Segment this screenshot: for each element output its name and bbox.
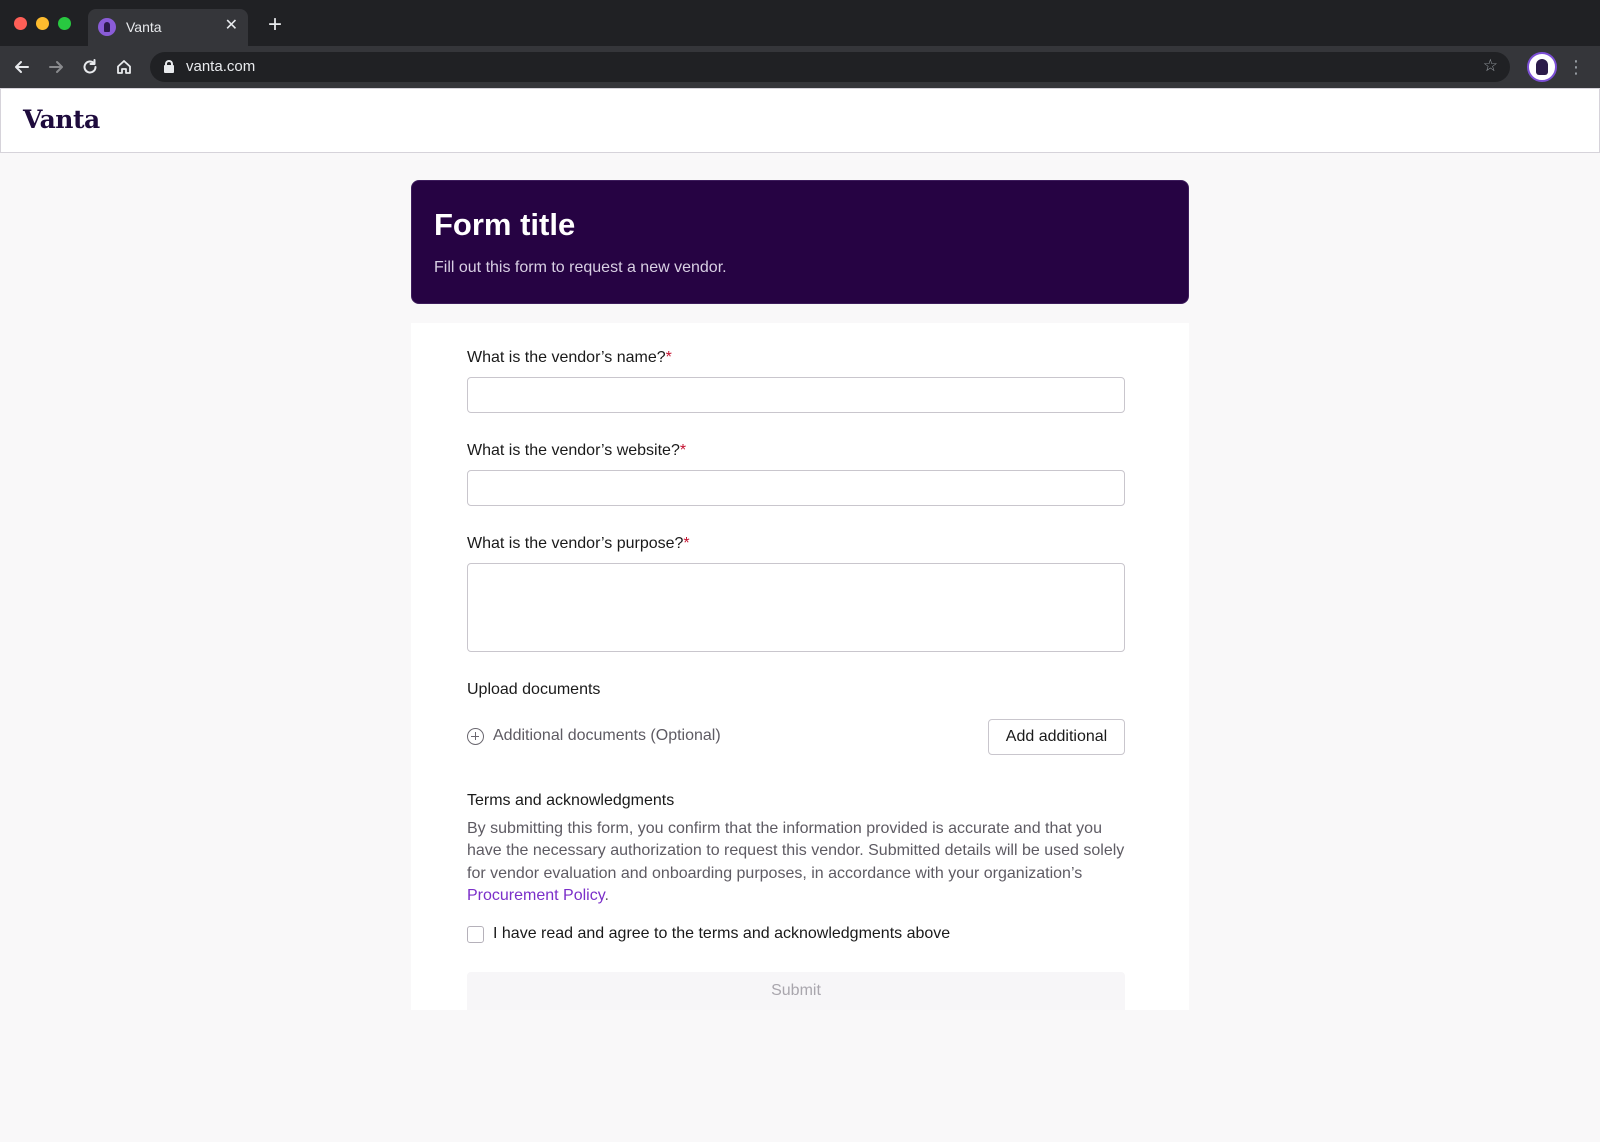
minimize-window-button[interactable] [36, 17, 49, 30]
vendor-purpose-label: What is the vendor’s purpose?* [467, 535, 690, 552]
url-text[interactable]: vanta.com [186, 58, 256, 75]
arrow-left-icon [13, 58, 31, 76]
submit-button[interactable]: Submit [467, 972, 1125, 1010]
maximize-window-button[interactable] [58, 17, 71, 30]
home-icon [115, 58, 133, 76]
required-mark: * [679, 442, 687, 459]
required-mark: * [683, 535, 690, 552]
form-body [411, 323, 1189, 1010]
form-subtitle: Fill out this form to request a new vendor. [434, 259, 727, 276]
terms-text: By submitting this form, you confirm that the information provided is accurate and that you have the necessary authorization to request this vendor. Submitted details will be used solely for vendor evaluation and onboarding purposes, in accordance with your organization’s Procurement Policy. [467, 820, 1125, 904]
tab-close-icon[interactable]: ✕ [224, 17, 238, 34]
browser-chrome [0, 0, 1600, 88]
vendor-name-input[interactable] [467, 377, 1125, 413]
browser-toolbar [0, 46, 1600, 88]
additional-documents-label: Additional documents (Optional) [493, 727, 721, 744]
terms-checkbox[interactable] [467, 926, 484, 943]
profile-avatar[interactable] [1527, 52, 1557, 82]
vanta-favicon-icon [98, 18, 116, 36]
form-title: Form title [434, 207, 576, 242]
vendor-name-label: What is the vendor’s name?* [467, 349, 672, 366]
required-mark: * [665, 349, 672, 366]
form-header-card [411, 180, 1189, 304]
tab-bar [0, 0, 1600, 46]
forward-button[interactable] [44, 55, 68, 79]
vendor-website-label: What is the vendor’s website?* [467, 442, 687, 459]
add-additional-button[interactable]: Add additional [988, 719, 1125, 755]
address-bar[interactable] [150, 52, 1510, 82]
arrow-right-icon [47, 58, 65, 76]
tab-title: Vanta [126, 19, 162, 35]
add-circle-icon[interactable] [467, 728, 484, 745]
home-button[interactable] [112, 55, 136, 79]
close-window-button[interactable] [14, 17, 27, 30]
reload-button[interactable] [78, 55, 102, 79]
upload-documents-label: Upload documents [467, 681, 601, 698]
browser-tab[interactable] [88, 9, 248, 46]
new-tab-button[interactable]: + [268, 11, 283, 38]
back-button[interactable] [10, 55, 34, 79]
vendor-website-input[interactable] [467, 470, 1125, 506]
terms-heading: Terms and acknowledgments [467, 792, 675, 809]
app-header [0, 88, 1600, 153]
vendor-purpose-textarea[interactable] [467, 563, 1125, 652]
vertical-dots-icon[interactable]: ⋮ [1567, 57, 1585, 77]
reload-icon [81, 58, 99, 76]
vanta-logo[interactable]: Vanta [23, 105, 100, 134]
star-icon[interactable]: ☆ [1482, 56, 1498, 75]
lock-icon [164, 60, 174, 73]
procurement-policy-link[interactable]: Procurement Policy [467, 886, 605, 904]
terms-checkbox-label[interactable]: I have read and agree to the terms and acknowledgments above [493, 925, 951, 942]
